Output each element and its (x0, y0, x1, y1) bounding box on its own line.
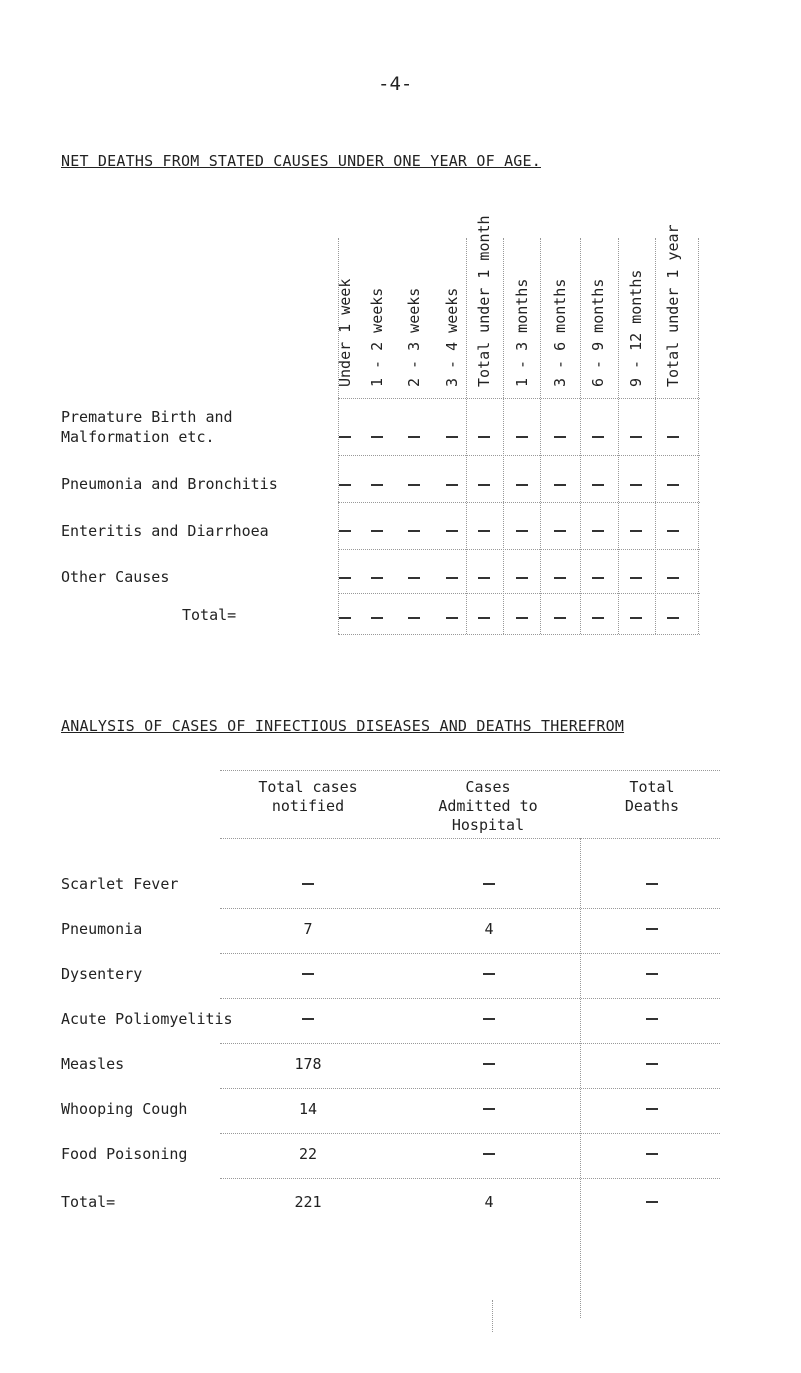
dash-mark (630, 530, 642, 532)
table2-row-label: Food Poisoning (61, 1145, 188, 1163)
dash-mark (446, 617, 458, 619)
dash-mark (667, 484, 679, 486)
table2-row-label: Dysentery (61, 965, 143, 983)
dash-mark (516, 436, 528, 438)
dash-mark (483, 1018, 495, 1020)
dash-mark (478, 617, 490, 619)
table2-row-label: Whooping Cough (61, 1100, 188, 1118)
dash-mark (478, 530, 490, 532)
dash-mark (646, 1108, 658, 1110)
table2-cell: 22 (298, 1145, 318, 1163)
table2-cell: 14 (298, 1100, 318, 1118)
table1-column-header: Total under 1 month (475, 215, 493, 387)
table1-row-rule (338, 549, 700, 550)
dash-mark (646, 1063, 658, 1065)
dash-mark (554, 484, 566, 486)
table1-column-header: 1 - 2 weeks (368, 287, 386, 387)
table1-column-header: 1 - 3 months (513, 278, 531, 387)
dash-mark (339, 530, 351, 532)
table1-row-label-2: Malformation etc. (61, 428, 215, 446)
dash-mark (302, 973, 314, 975)
table1-column-header: Under 1 week (336, 278, 354, 387)
dash-mark (554, 436, 566, 438)
dash-mark (592, 530, 604, 532)
dash-mark (339, 484, 351, 486)
dash-mark (339, 617, 351, 619)
table1-column-header: 9 - 12 months (627, 269, 645, 387)
dash-mark (446, 577, 458, 579)
table1-bottom-rule (338, 634, 700, 635)
table2-row-label: Pneumonia (61, 920, 143, 938)
table2-col-total-cases: Total cases notified (258, 778, 358, 815)
table2-top-rule (220, 770, 720, 771)
table2-header-rule (220, 838, 720, 839)
table1-row-label: Pneumonia and Bronchitis (61, 475, 278, 493)
dash-mark (371, 484, 383, 486)
dash-mark (646, 928, 658, 930)
dash-mark (302, 1018, 314, 1020)
dash-mark (646, 1201, 658, 1203)
table1-column-header: 6 - 9 months (589, 278, 607, 387)
table2-row-rule (220, 1088, 720, 1089)
table1-column-rule (540, 238, 541, 634)
table1-column-header: 2 - 3 weeks (405, 287, 423, 387)
table1-header-rule (338, 398, 700, 399)
dash-mark (483, 973, 495, 975)
table1-row-label: Enteritis and Diarrhoea (61, 522, 269, 540)
dash-mark (483, 1063, 495, 1065)
dash-mark (667, 617, 679, 619)
table2-row-rule (220, 1178, 720, 1179)
table2-column-rule (580, 838, 581, 1318)
dash-mark (667, 530, 679, 532)
table1-column-header: Total under 1 year (664, 224, 682, 387)
table2-cell: 7 (303, 920, 313, 938)
dash-mark (371, 577, 383, 579)
dash-mark (630, 617, 642, 619)
dash-mark (592, 484, 604, 486)
dash-mark (554, 577, 566, 579)
dash-mark (554, 617, 566, 619)
table2-cell: 221 (294, 1193, 322, 1211)
dash-mark (478, 577, 490, 579)
dash-mark (516, 617, 528, 619)
table1-row-rule (338, 455, 700, 456)
dash-mark (630, 484, 642, 486)
table2-col-admitted: Cases Admitted to Hospital (438, 778, 538, 834)
table2-column-rule (492, 1300, 493, 1332)
dash-mark (483, 883, 495, 885)
dash-mark (339, 436, 351, 438)
dash-mark (446, 484, 458, 486)
table1-row-rule (338, 593, 700, 594)
dash-mark (554, 530, 566, 532)
table2-title: ANALYSIS OF CASES OF INFECTIOUS DISEASES AND DEATHS THEREFROM (61, 717, 625, 735)
table1-row-label: Other Causes (61, 568, 170, 586)
dash-mark (667, 436, 679, 438)
table2-cell: 4 (484, 1193, 494, 1211)
table1-column-rule (466, 238, 467, 634)
dash-mark (371, 617, 383, 619)
dash-mark (371, 530, 383, 532)
dash-mark (408, 577, 420, 579)
table2-col-deaths: Total Deaths (624, 778, 680, 815)
dash-mark (408, 436, 420, 438)
dash-mark (478, 484, 490, 486)
dash-mark (630, 577, 642, 579)
table1-row-rule (338, 502, 700, 503)
dash-mark (667, 577, 679, 579)
dash-mark (592, 617, 604, 619)
dash-mark (339, 577, 351, 579)
table2-cell: 178 (294, 1055, 322, 1073)
dash-mark (646, 1018, 658, 1020)
table2-row-rule (220, 1043, 720, 1044)
table1-row-label: Premature Birth and (61, 408, 233, 426)
dash-mark (592, 436, 604, 438)
table1-column-rule (655, 238, 656, 634)
table2-row-label: Acute Poliomyelitis (61, 1010, 233, 1028)
table2-row-label: Scarlet Fever (61, 875, 179, 893)
table1-column-header: 3 - 4 weeks (443, 287, 461, 387)
table2-row-label: Measles (61, 1055, 125, 1073)
dash-mark (592, 577, 604, 579)
dash-mark (516, 484, 528, 486)
dash-mark (516, 530, 528, 532)
table1-title: NET DEATHS FROM STATED CAUSES UNDER ONE YEAR OF AGE. (61, 152, 541, 170)
table1-column-rule (580, 238, 581, 634)
table1-column-header: 3 - 6 months (551, 278, 569, 387)
table1-column-rule (698, 238, 699, 634)
dash-mark (630, 436, 642, 438)
dash-mark (646, 1153, 658, 1155)
table1-column-rule (503, 238, 504, 634)
table2-row-label: Total= (61, 1193, 116, 1211)
table2-row-rule (220, 1133, 720, 1134)
table1-total-label: Total= (182, 606, 237, 624)
table2-cell: 4 (484, 920, 494, 938)
dash-mark (446, 436, 458, 438)
page-number: -4- (378, 73, 413, 95)
table2-row-rule (220, 908, 720, 909)
table2-row-rule (220, 953, 720, 954)
dash-mark (446, 530, 458, 532)
dash-mark (483, 1108, 495, 1110)
dash-mark (408, 484, 420, 486)
dash-mark (516, 577, 528, 579)
dash-mark (302, 883, 314, 885)
table2-row-rule (220, 998, 720, 999)
table1-column-rule (618, 238, 619, 634)
dash-mark (646, 973, 658, 975)
dash-mark (483, 1153, 495, 1155)
dash-mark (371, 436, 383, 438)
dash-mark (478, 436, 490, 438)
dash-mark (408, 617, 420, 619)
dash-mark (646, 883, 658, 885)
dash-mark (408, 530, 420, 532)
